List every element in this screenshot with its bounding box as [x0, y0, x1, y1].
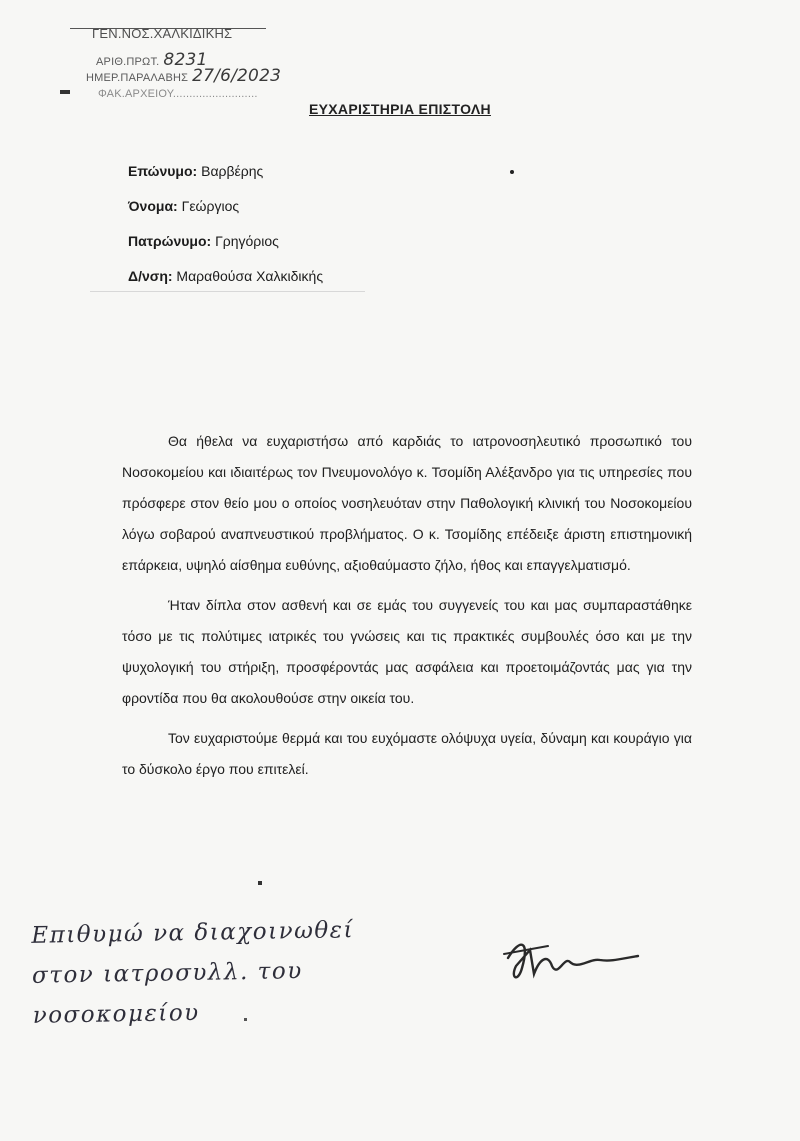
paragraph: Θα ήθελα να ευχαριστήσω από καρδιάς το ιατρονοσηλευτικό προσωπικό του Νοσοκομείου και ιδιαιτέρως τον Πνευμονολόγο κ. Τσομίδη Αλέξανδρο για τις υπηρεσίες που πρόσφερε στον θείο μου ο οποίος νοσηλευόταν στην Παθολογική κλινική του Νοσοκομείου λόγω σοβαρού αναπνευστικού προβλήματος. Ο κ. Τσομίδης επέδειξε άριστη επιστημονική επάρκεια, υψηλό αίσθημα ευθύνης, αξιοθαύμαστο ζήλο, ήθος και επαγγελματισμό. [122, 433, 692, 573]
margin-mark [60, 90, 70, 94]
field-label: Όνομα: [128, 198, 178, 214]
field-father-name [128, 233, 323, 268]
field-address [128, 268, 323, 303]
handwritten-note-line: Επιθυμώ να διαχοινωθεί [31, 917, 355, 949]
letter-body [122, 426, 692, 794]
field-value: Γεώργιος [181, 198, 240, 214]
field-value: Γρηγόριος [215, 233, 279, 249]
stamp-protocol-label: ΑΡΙΘ.ΠΡΩΤ. [96, 56, 160, 68]
ink-dot [510, 170, 514, 174]
paragraph: Τον ευχαριστούμε θερμά και του ευχόμαστε ολόψυχα υγεία, δύναμη και κουράγιο για το δύσκολο έργο που επιτελεί. [122, 730, 692, 777]
registration-stamp [86, 26, 326, 104]
sender-details [128, 163, 323, 303]
field-surname [128, 163, 323, 198]
handwritten-note-line: στον ιατροσυλλ. του νοσοκομείου [31, 958, 303, 1029]
field-first-name [128, 198, 323, 233]
field-label: Πατρώνυμο: [128, 233, 212, 249]
ink-dot [244, 1018, 247, 1021]
stamp-archive-folder: ΦΑΚ.ΑΡΧΕΙΟΥ.......................... [98, 88, 258, 100]
scan-artifact-line [90, 291, 365, 292]
field-label: Δ/νση: [128, 268, 173, 284]
signature [500, 928, 650, 998]
handwritten-note [31, 908, 473, 1036]
stamp-hospital-name: ΓΕΝ.ΝΟΣ.ΧΑΛΚΙΔΙΚΗΣ [92, 26, 233, 41]
stamp-protocol-value: 8231 [163, 50, 208, 70]
field-label: Επώνυμο: [128, 163, 198, 179]
ink-dot [258, 881, 262, 885]
stamp-date-label: ΗΜΕΡ.ΠΑΡΑΛΑΒΗΣ [86, 72, 189, 84]
stamp-receipt-date [86, 66, 281, 86]
stamp-date-value: 27/6/2023 [192, 66, 282, 86]
paragraph: Ήταν δίπλα στον ασθενή και σε εμάς του συγγενείς του και μας συμπαραστάθηκε τόσο με τις πολύτιμες ιατρικές του γνώσεις και τις πρακτικές συμβουλές όσο και με την ψυχολογική του στήριξη, προσφέροντάς μας ασφάλεια και προετοιμάζοντάς μας για την φροντίδα που θα ακολουθούσε στην οικεία του. [122, 597, 692, 706]
letter-title: ΕΥΧΑΡΙΣΤΗΡΙΑ ΕΠΙΣΤΟΛΗ [309, 101, 491, 117]
field-value: Μαραθούσα Χαλκιδικής [176, 268, 324, 284]
field-value: Βαρβέρης [201, 163, 264, 179]
